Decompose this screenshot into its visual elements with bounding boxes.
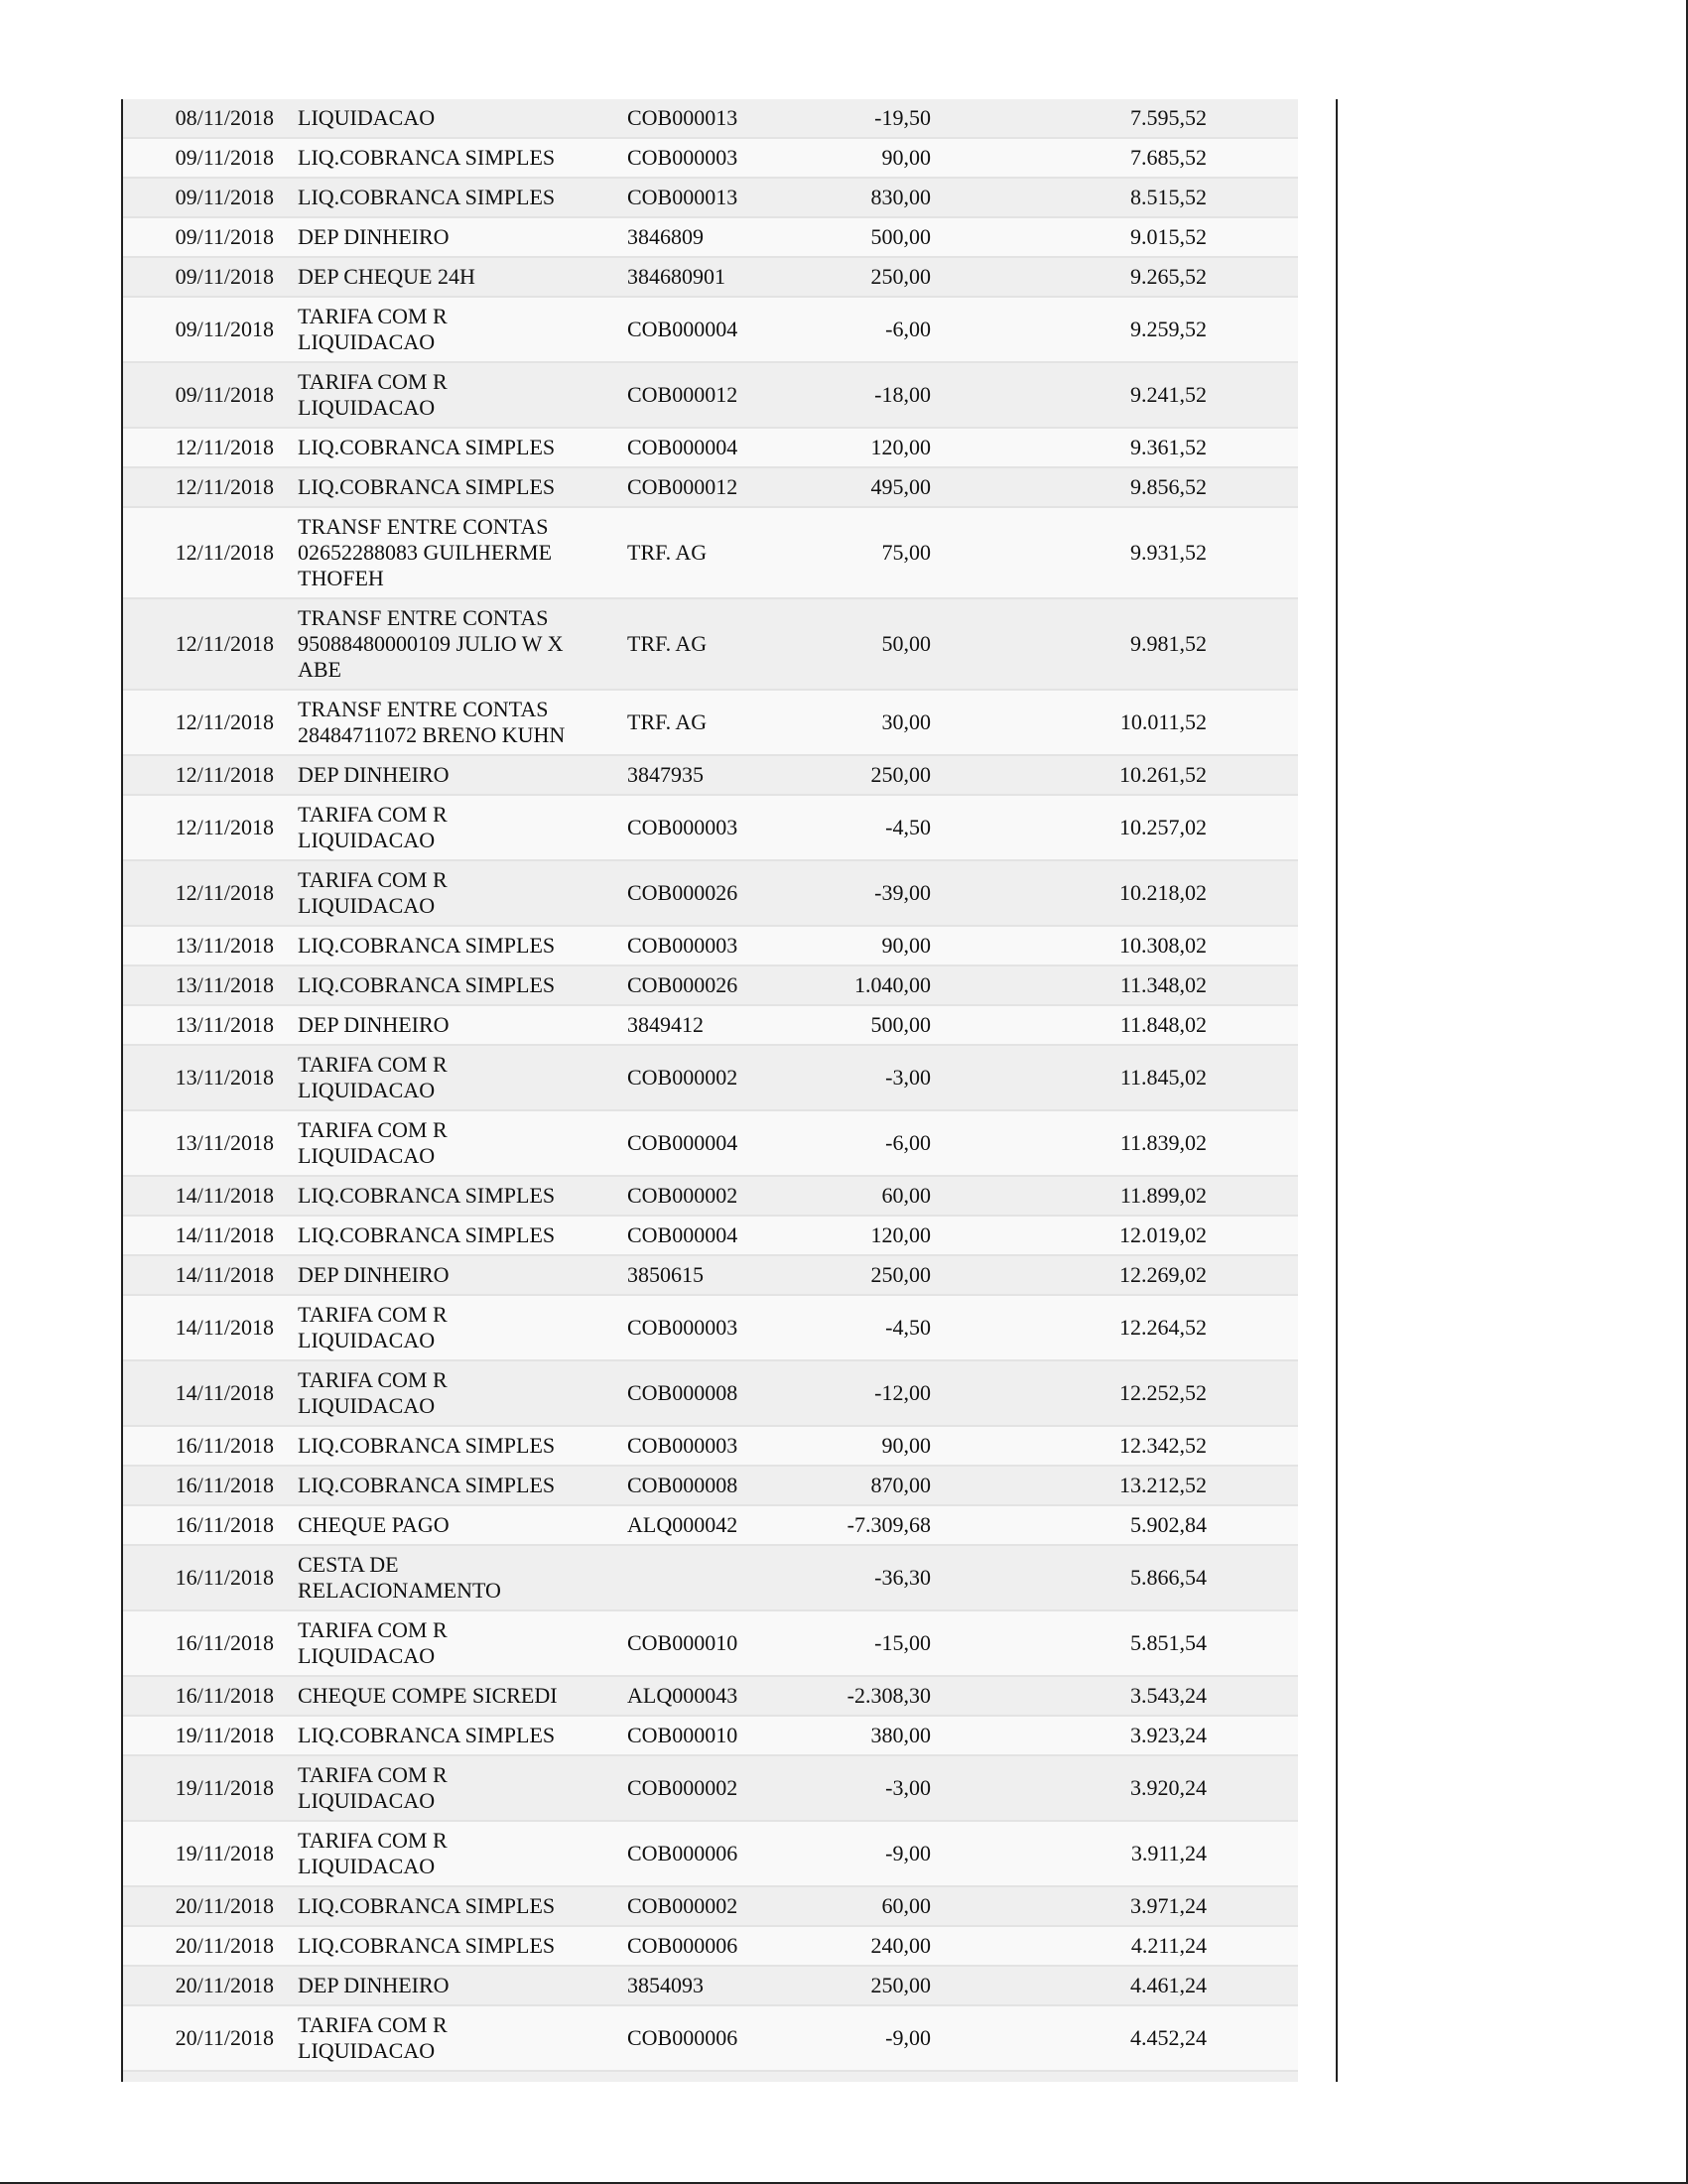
statement-table [123, 99, 1298, 2072]
value-cell: 90,00 [766, 926, 931, 965]
value-cell: 90,00 [766, 1426, 931, 1466]
date-cell: 16/11/2018 [123, 1426, 290, 1466]
document-cell: COB000012 [605, 362, 766, 428]
balance-cell: 10.308,02 [931, 926, 1298, 965]
history-text: LIQ.COBRANCA SIMPLES [298, 1222, 556, 1247]
value-cell: 60,00 [766, 1886, 931, 1926]
table-row [123, 1716, 1298, 1755]
value-cell: -12,00 [766, 1360, 931, 1426]
date-cell: 20/11/2018 [123, 2005, 290, 2071]
history-text: LIQ.COBRANCA SIMPLES [298, 1933, 556, 1958]
document-cell: COB000003 [605, 795, 766, 860]
table-row [123, 860, 1298, 926]
value-cell: 30,00 [766, 690, 931, 755]
table-row [123, 1610, 1298, 1676]
date-cell: 09/11/2018 [123, 362, 290, 428]
history-text: LIQ.COBRANCA SIMPLES [298, 1183, 556, 1208]
document-cell: 3847935 [605, 755, 766, 795]
table-row [123, 467, 1298, 507]
document-cell: 3846809 [605, 217, 766, 257]
table-row [123, 1886, 1298, 1926]
balance-cell: 10.257,02 [931, 795, 1298, 860]
balance-cell: 9.931,52 [931, 507, 1298, 598]
history-cell [290, 428, 605, 467]
date-cell: 12/11/2018 [123, 428, 290, 467]
table-row [123, 428, 1298, 467]
date-cell: 14/11/2018 [123, 1176, 290, 1216]
date-cell: 14/11/2018 [123, 1295, 290, 1360]
balance-cell: 3.911,24 [931, 1821, 1298, 1886]
value-cell: -7.309,68 [766, 1505, 931, 1545]
history-text: DEP DINHEIRO [298, 1262, 450, 1287]
document-cell: COB000003 [605, 926, 766, 965]
date-cell: 13/11/2018 [123, 1045, 290, 1110]
table-row [123, 795, 1298, 860]
value-cell: -6,00 [766, 297, 931, 362]
date-cell: 14/11/2018 [123, 1216, 290, 1255]
balance-cell: 11.348,02 [931, 965, 1298, 1005]
date-cell: 16/11/2018 [123, 1505, 290, 1545]
history-cell [290, 1926, 605, 1966]
history-text: TARIFA COM R LIQUIDACAO [298, 1617, 448, 1668]
date-cell: 09/11/2018 [123, 257, 290, 297]
date-cell: 20/11/2018 [123, 1886, 290, 1926]
history-cell [290, 99, 605, 138]
value-cell: 50,00 [766, 598, 931, 690]
table-row [123, 1360, 1298, 1426]
table-row [123, 1966, 1298, 2005]
history-text: DEP CHEQUE 24H [298, 264, 475, 289]
date-cell: 16/11/2018 [123, 1466, 290, 1505]
history-cell [290, 1360, 605, 1426]
document-cell: COB000003 [605, 1295, 766, 1360]
value-cell: 495,00 [766, 467, 931, 507]
date-cell: 08/11/2018 [123, 99, 290, 138]
history-cell [290, 297, 605, 362]
table-row [123, 1676, 1298, 1716]
history-text: TARIFA COM R LIQUIDACAO [298, 1367, 448, 1418]
history-cell [290, 1610, 605, 1676]
history-text: TARIFA COM R LIQUIDACAO [298, 1302, 448, 1352]
table-row [123, 1255, 1298, 1295]
value-cell: -9,00 [766, 1821, 931, 1886]
balance-cell: 9.265,52 [931, 257, 1298, 297]
history-cell [290, 178, 605, 217]
history-cell [290, 1966, 605, 2005]
date-cell: 13/11/2018 [123, 1110, 290, 1176]
value-cell: -19,50 [766, 99, 931, 138]
date-cell: 16/11/2018 [123, 1545, 290, 1610]
history-text: TARIFA COM R LIQUIDACAO [298, 1762, 448, 1813]
balance-cell: 12.264,52 [931, 1295, 1298, 1360]
history-cell [290, 1255, 605, 1295]
history-text: TARIFA COM R LIQUIDACAO [298, 369, 448, 420]
history-text: LIQ.COBRANCA SIMPLES [298, 185, 556, 209]
history-cell [290, 1466, 605, 1505]
document-cell: 384680901 [605, 257, 766, 297]
balance-cell: 4.452,24 [931, 2005, 1298, 2071]
table-row [123, 2005, 1298, 2071]
history-text: LIQUIDACAO [298, 105, 436, 130]
balance-cell: 11.839,02 [931, 1110, 1298, 1176]
table-row [123, 755, 1298, 795]
history-text: TARIFA COM R LIQUIDACAO [298, 1117, 448, 1168]
value-cell: -36,30 [766, 1545, 931, 1610]
value-cell: 380,00 [766, 1716, 931, 1755]
history-cell [290, 138, 605, 178]
document-cell: COB000006 [605, 1926, 766, 1966]
date-cell: 19/11/2018 [123, 1716, 290, 1755]
value-cell: 250,00 [766, 1966, 931, 2005]
history-cell [290, 217, 605, 257]
value-cell: -4,50 [766, 795, 931, 860]
document-cell: COB000002 [605, 1176, 766, 1216]
table-row [123, 1821, 1298, 1886]
history-cell [290, 257, 605, 297]
date-cell: 09/11/2018 [123, 297, 290, 362]
document-cell: 3849412 [605, 1005, 766, 1045]
document-cell: COB000004 [605, 428, 766, 467]
balance-cell: 3.923,24 [931, 1716, 1298, 1755]
document-cell: COB000013 [605, 99, 766, 138]
document-cell: COB000003 [605, 1426, 766, 1466]
history-cell [290, 2005, 605, 2071]
document-cell: 3854093 [605, 1966, 766, 2005]
history-text: TARIFA COM R LIQUIDACAO [298, 2012, 448, 2063]
table-row [123, 1176, 1298, 1216]
document-cell: COB000002 [605, 1045, 766, 1110]
table-row [123, 217, 1298, 257]
document-cell: COB000026 [605, 965, 766, 1005]
balance-cell: 8.515,52 [931, 178, 1298, 217]
history-text: LIQ.COBRANCA SIMPLES [298, 145, 556, 170]
document-cell: COB000003 [605, 138, 766, 178]
date-cell: 16/11/2018 [123, 1676, 290, 1716]
document-cell: COB000006 [605, 1821, 766, 1886]
date-cell: 19/11/2018 [123, 1821, 290, 1886]
balance-cell: 5.902,84 [931, 1505, 1298, 1545]
table-row [123, 926, 1298, 965]
history-text: CHEQUE COMPE SICREDI [298, 1683, 558, 1708]
history-text: LIQ.COBRANCA SIMPLES [298, 1893, 556, 1918]
balance-cell: 12.342,52 [931, 1426, 1298, 1466]
balance-cell: 5.851,54 [931, 1610, 1298, 1676]
date-cell: 12/11/2018 [123, 467, 290, 507]
history-text: DEP DINHEIRO [298, 224, 450, 249]
value-cell: 830,00 [766, 178, 931, 217]
document-cell: COB000012 [605, 467, 766, 507]
value-cell: 60,00 [766, 1176, 931, 1216]
value-cell: 120,00 [766, 1216, 931, 1255]
value-cell: 500,00 [766, 217, 931, 257]
date-cell: 13/11/2018 [123, 965, 290, 1005]
document-cell: ALQ000043 [605, 1676, 766, 1716]
balance-cell: 10.011,52 [931, 690, 1298, 755]
history-cell [290, 1676, 605, 1716]
balance-cell: 4.211,24 [931, 1926, 1298, 1966]
date-cell: 12/11/2018 [123, 690, 290, 755]
table-row [123, 1466, 1298, 1505]
history-text: LIQ.COBRANCA SIMPLES [298, 933, 556, 958]
table-row [123, 138, 1298, 178]
history-text: DEP DINHEIRO [298, 1973, 450, 1997]
value-cell: -18,00 [766, 362, 931, 428]
date-cell: 19/11/2018 [123, 1755, 290, 1821]
value-cell: 500,00 [766, 1005, 931, 1045]
balance-cell: 9.981,52 [931, 598, 1298, 690]
date-cell: 12/11/2018 [123, 795, 290, 860]
history-cell [290, 1216, 605, 1255]
history-text: TARIFA COM R LIQUIDACAO [298, 867, 448, 918]
value-cell: 250,00 [766, 1255, 931, 1295]
history-cell [290, 1505, 605, 1545]
history-cell [290, 1886, 605, 1926]
table-row [123, 1045, 1298, 1110]
history-cell [290, 1005, 605, 1045]
table-row [123, 1505, 1298, 1545]
date-cell: 09/11/2018 [123, 217, 290, 257]
value-cell: -9,00 [766, 2005, 931, 2071]
balance-cell: 9.241,52 [931, 362, 1298, 428]
history-cell [290, 690, 605, 755]
history-cell [290, 598, 605, 690]
history-text: LIQ.COBRANCA SIMPLES [298, 1723, 556, 1747]
value-cell: 870,00 [766, 1466, 931, 1505]
balance-cell: 3.920,24 [931, 1755, 1298, 1821]
balance-cell: 9.361,52 [931, 428, 1298, 467]
document-cell: COB000002 [605, 1755, 766, 1821]
history-text: TARIFA COM R LIQUIDACAO [298, 802, 448, 852]
value-cell: 1.040,00 [766, 965, 931, 1005]
history-cell [290, 362, 605, 428]
date-cell: 09/11/2018 [123, 178, 290, 217]
document-cell: COB000010 [605, 1610, 766, 1676]
balance-cell: 13.212,52 [931, 1466, 1298, 1505]
document-cell: ALQ000042 [605, 1505, 766, 1545]
table-row [123, 1295, 1298, 1360]
table-row [123, 1755, 1298, 1821]
date-cell: 16/11/2018 [123, 1610, 290, 1676]
balance-cell: 12.019,02 [931, 1216, 1298, 1255]
document-cell: COB000004 [605, 1216, 766, 1255]
history-cell [290, 860, 605, 926]
value-cell: -15,00 [766, 1610, 931, 1676]
balance-cell: 7.595,52 [931, 99, 1298, 138]
balance-cell: 10.261,52 [931, 755, 1298, 795]
history-text: LIQ.COBRANCA SIMPLES [298, 1473, 556, 1497]
value-cell: 90,00 [766, 138, 931, 178]
table-row [123, 99, 1298, 138]
balance-cell: 3.543,24 [931, 1676, 1298, 1716]
table-row [123, 362, 1298, 428]
table-row [123, 965, 1298, 1005]
date-cell: 12/11/2018 [123, 755, 290, 795]
table-row [123, 1216, 1298, 1255]
value-cell: 250,00 [766, 755, 931, 795]
value-cell: -3,00 [766, 1755, 931, 1821]
value-cell: -2.308,30 [766, 1676, 931, 1716]
history-text: CESTA DE RELACIONAMENTO [298, 1552, 501, 1603]
balance-cell: 10.218,02 [931, 860, 1298, 926]
history-cell [290, 1821, 605, 1886]
history-text: CHEQUE PAGO [298, 1512, 450, 1537]
table-row [123, 1426, 1298, 1466]
document-cell: TRF. AG [605, 507, 766, 598]
table-row [123, 1545, 1298, 1610]
balance-cell: 12.269,02 [931, 1255, 1298, 1295]
date-cell: 14/11/2018 [123, 1360, 290, 1426]
table-row [123, 1005, 1298, 1045]
history-cell [290, 1426, 605, 1466]
table-row [123, 690, 1298, 755]
balance-cell: 9.015,52 [931, 217, 1298, 257]
value-cell: 120,00 [766, 428, 931, 467]
document-cell: COB000008 [605, 1360, 766, 1426]
document-cell: 3850615 [605, 1255, 766, 1295]
value-cell: 240,00 [766, 1926, 931, 1966]
balance-cell: 11.845,02 [931, 1045, 1298, 1110]
history-text: TARIFA COM R LIQUIDACAO [298, 1052, 448, 1102]
balance-cell: 3.971,24 [931, 1886, 1298, 1926]
history-text: TARIFA COM R LIQUIDACAO [298, 1828, 448, 1878]
date-cell: 12/11/2018 [123, 507, 290, 598]
history-cell [290, 1716, 605, 1755]
balance-cell: 12.252,52 [931, 1360, 1298, 1426]
balance-cell: 5.866,54 [931, 1545, 1298, 1610]
history-cell [290, 965, 605, 1005]
date-cell: 12/11/2018 [123, 598, 290, 690]
balance-cell: 9.856,52 [931, 467, 1298, 507]
date-cell: 20/11/2018 [123, 1966, 290, 2005]
table-row [123, 1926, 1298, 1966]
document-cell: TRF. AG [605, 598, 766, 690]
document-cell: COB000004 [605, 297, 766, 362]
date-cell: 13/11/2018 [123, 926, 290, 965]
document-cell: COB000008 [605, 1466, 766, 1505]
date-cell: 20/11/2018 [123, 1926, 290, 1966]
balance-cell: 7.685,52 [931, 138, 1298, 178]
date-cell: 12/11/2018 [123, 860, 290, 926]
table-row [123, 598, 1298, 690]
document-cell: COB000002 [605, 1886, 766, 1926]
history-text: TRANSF ENTRE CONTAS 02652288083 GUILHERME THOFEH [298, 514, 553, 590]
history-text: LIQ.COBRANCA SIMPLES [298, 972, 556, 997]
balance-cell: 4.461,24 [931, 1966, 1298, 2005]
statement-body [123, 99, 1298, 2071]
date-cell: 13/11/2018 [123, 1005, 290, 1045]
value-cell: -4,50 [766, 1295, 931, 1360]
value-cell: -3,00 [766, 1045, 931, 1110]
date-cell: 14/11/2018 [123, 1255, 290, 1295]
table-row [123, 297, 1298, 362]
history-cell [290, 926, 605, 965]
history-cell [290, 1110, 605, 1176]
history-cell [290, 1295, 605, 1360]
document-cell: COB000004 [605, 1110, 766, 1176]
balance-cell: 11.899,02 [931, 1176, 1298, 1216]
history-text: TRANSF ENTRE CONTAS 95088480000109 JULIO W X ABE [298, 605, 564, 682]
history-text: DEP DINHEIRO [298, 762, 450, 787]
document-cell: COB000006 [605, 2005, 766, 2071]
date-cell: 09/11/2018 [123, 138, 290, 178]
document-cell [605, 1545, 766, 1610]
value-cell: -39,00 [766, 860, 931, 926]
history-text: LIQ.COBRANCA SIMPLES [298, 1433, 556, 1458]
document-cell: COB000010 [605, 1716, 766, 1755]
history-cell [290, 1755, 605, 1821]
history-cell [290, 467, 605, 507]
history-text: LIQ.COBRANCA SIMPLES [298, 435, 556, 459]
history-cell [290, 1545, 605, 1610]
table-row [123, 257, 1298, 297]
balance-cell: 9.259,52 [931, 297, 1298, 362]
table-row [123, 178, 1298, 217]
history-cell [290, 507, 605, 598]
value-cell: -6,00 [766, 1110, 931, 1176]
history-text: LIQ.COBRANCA SIMPLES [298, 474, 556, 499]
history-cell [290, 1176, 605, 1216]
document-cell: COB000026 [605, 860, 766, 926]
history-text: TRANSF ENTRE CONTAS 28484711072 BRENO KUHN [298, 697, 566, 747]
document-cell: TRF. AG [605, 690, 766, 755]
history-cell [290, 755, 605, 795]
value-cell: 250,00 [766, 257, 931, 297]
history-cell [290, 795, 605, 860]
document-cell: COB000013 [605, 178, 766, 217]
history-text: DEP DINHEIRO [298, 1012, 450, 1037]
history-text: TARIFA COM R LIQUIDACAO [298, 304, 448, 354]
history-cell [290, 1045, 605, 1110]
table-row [123, 1110, 1298, 1176]
balance-cell: 11.848,02 [931, 1005, 1298, 1045]
table-row [123, 507, 1298, 598]
value-cell: 75,00 [766, 507, 931, 598]
